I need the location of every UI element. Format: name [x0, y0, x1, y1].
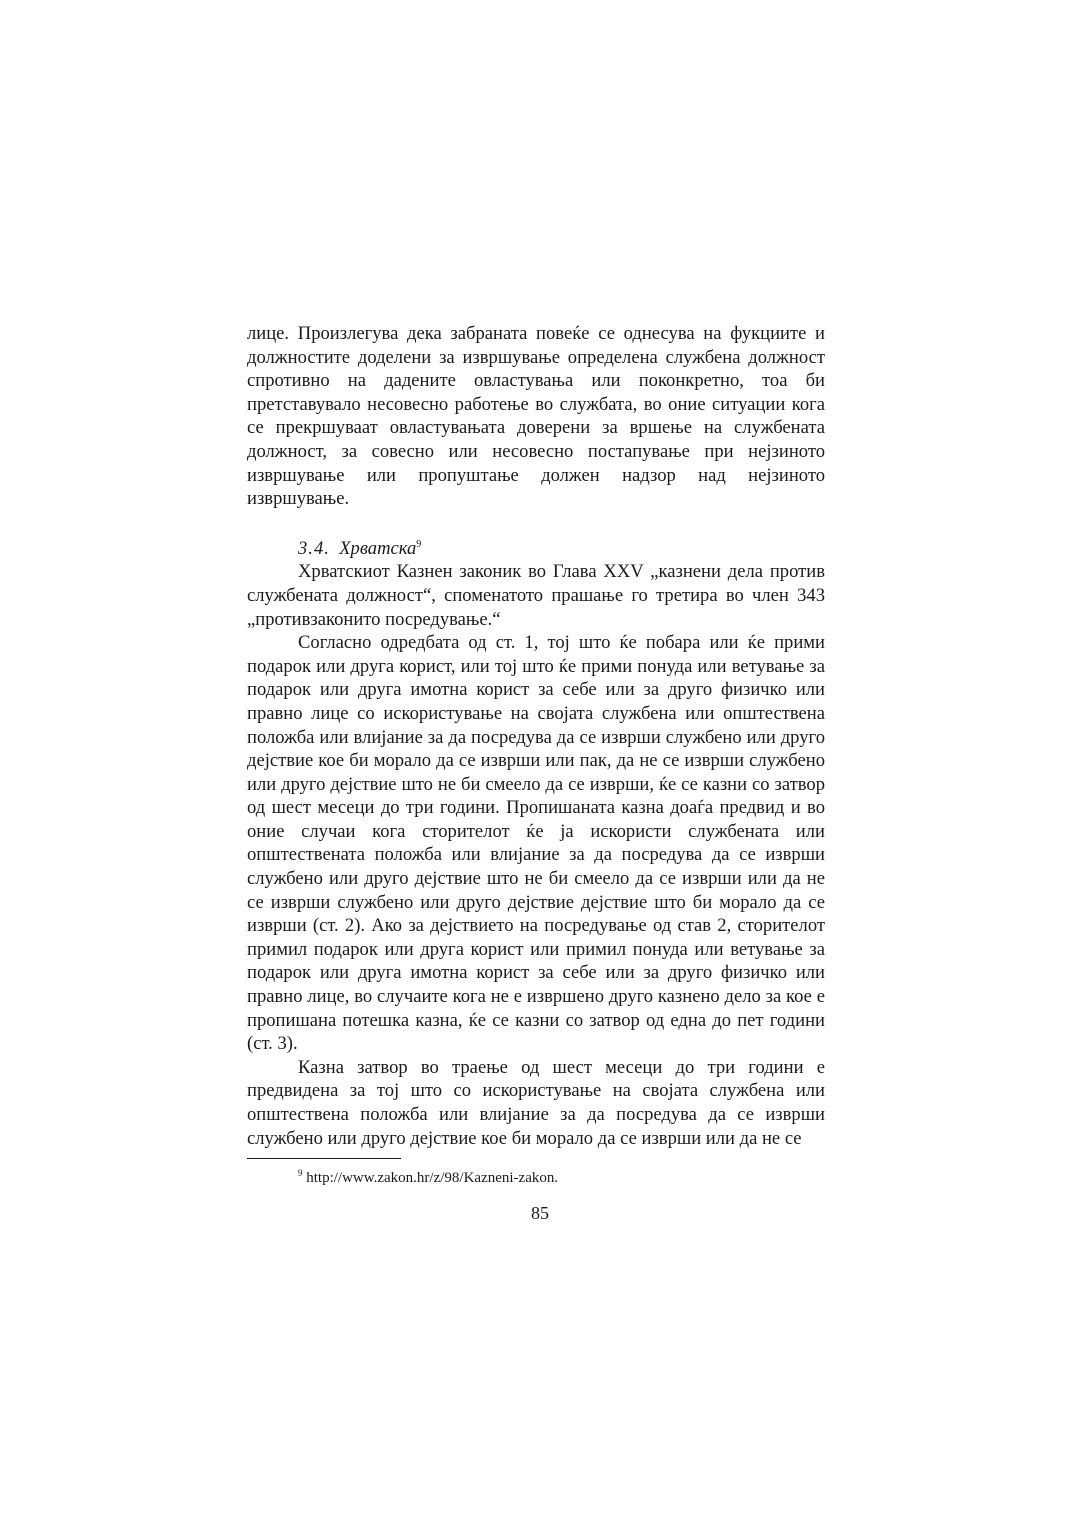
footnote-link[interactable]: http://www.zakon.hr/z/98/Kazneni-zakon.: [306, 1170, 559, 1186]
section-heading: [247, 537, 825, 561]
footnote: [298, 1168, 558, 1188]
section-number: 3.4.: [298, 537, 330, 559]
footnote-number: 9: [298, 1168, 303, 1178]
paragraph-2: Хрватскиот Казнен законик во Глава XXV „казнени дела против службената должност“, споменатото прашање го третира во член 343 „противзаконито посредување.“: [247, 561, 825, 630]
section-title: Хрватска: [339, 537, 417, 559]
paragraph-1: лице. Произлегува дека забраната повеќе се однесува на фукциите и должностите доделени за извршување определена службена должност спротивно на дадените овластувања или поконкретно, тоа би претставувало несовесно работење во службата, во оние ситуации кога се прекршуваат овластувањата доверени за вршење на службената должност, за совесно или несовесно постапување при нејзиното извршување или пропуштање должен надзор над нејзиното извршување.: [247, 323, 825, 510]
paragraph-4: Казна затвор во траење од шест месеци до три години е предвидена за тој што со искористување на својата службена или општествена положба или влијание за да посредува да се изврши службено или друго дејствие кое би морало да се изврши или да не се: [247, 1056, 825, 1149]
main-text: [247, 322, 825, 1150]
footnote-reference[interactable]: 9: [416, 538, 422, 550]
page-number: 85: [531, 1203, 549, 1223]
footnote-divider: [247, 1158, 401, 1159]
paragraph-3: Согласно одредбата од ст. 1, тој што ќе побара или ќе прими подарок или друга корист, или тој што ќе прими понуда или ветување за подарок или друга имотна корист за себе или за друго физичко или правно лице со искористување на својата службена или општествена положба или влијание за да посредува да се изврши службено или друго дејствие кое би морало да се изврши или пак, да не се изврши службено или друго дејствие што не би смеело да се изврши, ќе се казни со затвор од шест месеци до три години. Пропишаната казна доаѓа предвид и во оние случаи кога сторителот ќе ја искористи службената или општествената положба или влијание за да посредува да се изврши службено или друго дејствие што не би смеело да се изврши или да не се изврши службено или друго дејствие дејствие што би морало да се изврши (ст. 2). Ако за дејствието на посредување од став 2, сторителот примил подарок или друга корист или примил понуда или ветување за подарок или друга имотна корист за себе или за друго физичко или правно лице, во случаите кога не е извршено друго казнено дело за кое е пропишана потешка казна, ќе се казни со затвор од една до пет години (ст. 3).: [247, 632, 825, 1055]
